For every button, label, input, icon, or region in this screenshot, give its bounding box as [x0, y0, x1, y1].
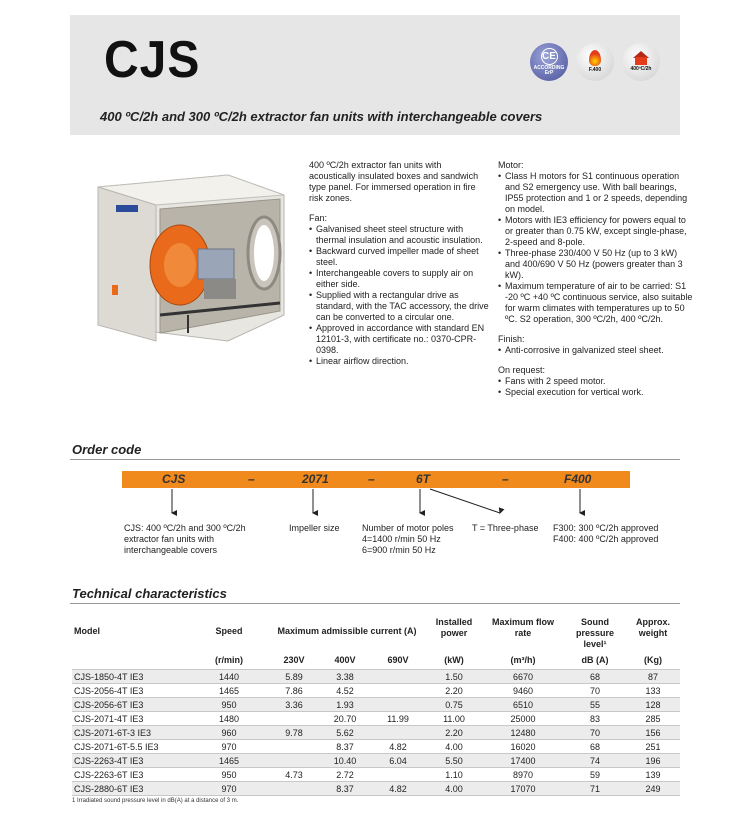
value-cell: 11.99: [370, 712, 426, 726]
list-item: • Backward curved impeller made of sheet steel.: [309, 246, 489, 268]
col-current: Maximum admissible current (A): [277, 626, 417, 636]
value-cell: [268, 754, 320, 768]
model-cell: CJS-2056-6T IE3: [72, 698, 190, 712]
code-impeller: 2071: [302, 472, 329, 486]
value-cell: 5.62: [320, 726, 370, 740]
list-item: • Motors with IE3 efficiency for powers equal to or greater than 0.75 kW, except single-phase, 2-speed and 8-pole.: [498, 215, 693, 248]
value-cell: 70: [564, 726, 626, 740]
value-cell: 2.20: [426, 684, 482, 698]
table-row: [72, 768, 680, 782]
col-speed: Speed: [215, 626, 243, 636]
col-flow: Maximum flow rate: [491, 617, 554, 638]
order-code-title: Order code: [72, 442, 142, 457]
value-cell: 83: [564, 712, 626, 726]
value-cell: 17070: [482, 782, 564, 796]
value-cell: 9460: [482, 684, 564, 698]
value-cell: 950: [190, 698, 268, 712]
table-row: [72, 670, 680, 684]
finish-heading: Finish:: [498, 334, 525, 344]
fan-heading: Fan:: [309, 213, 328, 223]
list-item: • Galvanised sheet steel structure with thermal insulation and acoustic insulation.: [309, 224, 489, 246]
ce-erp-badge-icon: CE ACCORDING ErP: [530, 43, 568, 81]
table-row: [72, 754, 680, 768]
code-series: CJS: [162, 472, 186, 486]
model-cell: CJS-2071-6T-3 IE3: [72, 726, 190, 740]
model-cell: CJS-2071-4T IE3: [72, 712, 190, 726]
value-cell: [268, 740, 320, 754]
model-cell: CJS-2880-6T IE3: [72, 782, 190, 796]
value-cell: [370, 768, 426, 782]
value-cell: [370, 684, 426, 698]
value-cell: 960: [190, 726, 268, 740]
order-desc-approval: F300: 300 ºC/2h approved F400: 400 ºC/2h approved: [553, 523, 659, 544]
value-cell: 970: [190, 782, 268, 796]
value-cell: 3.38: [320, 670, 370, 684]
value-cell: 11.00: [426, 712, 482, 726]
table-row: [72, 698, 680, 712]
model-cell: CJS-1850-4T IE3: [72, 670, 190, 684]
value-cell: 8.37: [320, 740, 370, 754]
value-cell: 55: [564, 698, 626, 712]
value-cell: 9.78: [268, 726, 320, 740]
value-cell: 133: [626, 684, 680, 698]
value-cell: 970: [190, 740, 268, 754]
table-row: [72, 740, 680, 754]
col-sound: Sound pressure level¹: [575, 617, 615, 649]
intro-text: 400 ºC/2h extractor fan units with acoustically insulated boxes and sandwich type panel. For immersed operation in fire risk zones.: [309, 160, 479, 203]
list-item: • Three-phase 230/400 V 50 Hz (up to 3 kW) and 400/690 V 50 Hz (powers greater than 3 kW).: [498, 248, 693, 281]
value-cell: 70: [564, 684, 626, 698]
value-cell: [370, 698, 426, 712]
value-cell: 6.04: [370, 754, 426, 768]
value-cell: 139: [626, 768, 680, 782]
value-cell: 2.72: [320, 768, 370, 782]
value-cell: [268, 782, 320, 796]
table-header-row: [72, 617, 680, 652]
model-cell: CJS-2263-6T IE3: [72, 768, 190, 782]
value-cell: 8970: [482, 768, 564, 782]
value-cell: 285: [626, 712, 680, 726]
model-cell: CJS-2263-4T IE3: [72, 754, 190, 768]
motor-heading: Motor:: [498, 160, 524, 170]
value-cell: 4.82: [370, 782, 426, 796]
value-cell: 87: [626, 670, 680, 684]
model-cell: CJS-2071-6T-5.5 IE3: [72, 740, 190, 754]
value-cell: 1440: [190, 670, 268, 684]
col-power: Installed power: [435, 617, 473, 638]
value-cell: 0.75: [426, 698, 482, 712]
order-desc-series: CJS: 400 ºC/2h and 300 ºC/2h extractor fan units with interchangeable covers: [124, 523, 246, 555]
f400-flame-icon: F.400: [576, 43, 614, 81]
value-cell: 4.00: [426, 740, 482, 754]
table-row: [72, 684, 680, 698]
value-cell: 20.70: [320, 712, 370, 726]
value-cell: 68: [564, 670, 626, 684]
value-cell: 10.40: [320, 754, 370, 768]
order-desc-impeller: Impeller size: [289, 523, 340, 533]
value-cell: 196: [626, 754, 680, 768]
tech-footnote: 1 Irradiated sound pressure level in dB(A) at a distance of 3 m.: [72, 798, 239, 804]
code-dash: –: [248, 472, 255, 486]
code-dash: –: [368, 472, 375, 486]
value-cell: 5.50: [426, 754, 482, 768]
order-desc-phase: T = Three-phase: [472, 523, 539, 533]
value-cell: 17400: [482, 754, 564, 768]
value-cell: 6510: [482, 698, 564, 712]
list-item: • Anti-corrosive in galvanized steel sheet.: [498, 345, 693, 356]
value-cell: 1.50: [426, 670, 482, 684]
value-cell: 68: [564, 740, 626, 754]
value-cell: 251: [626, 740, 680, 754]
value-cell: 74: [564, 754, 626, 768]
value-cell: 16020: [482, 740, 564, 754]
value-cell: [268, 712, 320, 726]
list-item: • Special execution for vertical work.: [498, 387, 693, 398]
value-cell: 156: [626, 726, 680, 740]
units-row: (r/min) 230V 400V 690V (kW) (m³/h) dB (A) (Kg): [72, 652, 680, 670]
value-cell: 8.37: [320, 782, 370, 796]
list-item: • Class H motors for S1 continuous operation and S2 emergency use. With ball bearings, IP55 protection and 1 or 2 speeds, depending on model.: [498, 171, 693, 215]
value-cell: 128: [626, 698, 680, 712]
value-cell: 249: [626, 782, 680, 796]
list-item: • Interchangeable covers to supply air on either side.: [309, 268, 489, 290]
value-cell: 25000: [482, 712, 564, 726]
value-cell: 71: [564, 782, 626, 796]
house-fire-icon: 400ºC/2h: [622, 43, 660, 81]
list-item: • Supplied with a rectangular drive as standard, with the TAC accessory, the drive can be converted to a circular one.: [309, 290, 489, 323]
request-heading: On request:: [498, 365, 546, 375]
code-dash: –: [502, 472, 509, 486]
list-item: • Maximum temperature of air to be carried: S1 -20 ºC +40 ºC continuous service, also suitable for warm climates with temperatures up to 50 ºC. S2 operation, 300 ºC/2h, 400 ºC/2h.: [498, 281, 693, 325]
code-poles-phase: 6T: [416, 472, 431, 486]
product-title: CJS: [104, 31, 201, 90]
product-subtitle: 400 ºC/2h and 300 ºC/2h extractor fan units with interchangeable covers: [100, 109, 543, 124]
value-cell: 59: [564, 768, 626, 782]
value-cell: 7.86: [268, 684, 320, 698]
value-cell: [370, 726, 426, 740]
tech-table: [72, 617, 680, 796]
value-cell: 1480: [190, 712, 268, 726]
list-item: • Fans with 2 speed motor.: [498, 376, 693, 387]
list-item: • Linear airflow direction.: [309, 356, 489, 367]
table-row: [72, 782, 680, 796]
list-item: • Approved in accordance with standard EN 12101-3, with certificate no.: 0370-CPR-0398.: [309, 323, 489, 356]
table-row: [72, 712, 680, 726]
model-cell: CJS-2056-4T IE3: [72, 684, 190, 698]
value-cell: 4.52: [320, 684, 370, 698]
col-weight: Approx. weight: [635, 617, 670, 638]
value-cell: 1.10: [426, 768, 482, 782]
value-cell: 4.82: [370, 740, 426, 754]
value-cell: 1465: [190, 684, 268, 698]
tech-title: Technical characteristics: [72, 586, 227, 601]
value-cell: 950: [190, 768, 268, 782]
tech-rule: [70, 603, 680, 604]
value-cell: 1465: [190, 754, 268, 768]
value-cell: 2.20: [426, 726, 482, 740]
code-approval: F400: [564, 472, 592, 486]
value-cell: 4.00: [426, 782, 482, 796]
value-cell: [370, 670, 426, 684]
col-model: Model: [74, 626, 100, 636]
value-cell: 3.36: [268, 698, 320, 712]
value-cell: 6670: [482, 670, 564, 684]
value-cell: 4.73: [268, 768, 320, 782]
table-row: [72, 726, 680, 740]
value-cell: 1.93: [320, 698, 370, 712]
value-cell: 5.89: [268, 670, 320, 684]
value-cell: 12480: [482, 726, 564, 740]
order-desc-poles: Number of motor poles 4=1400 r/min 50 Hz 6=900 r/min 50 Hz: [362, 523, 454, 555]
